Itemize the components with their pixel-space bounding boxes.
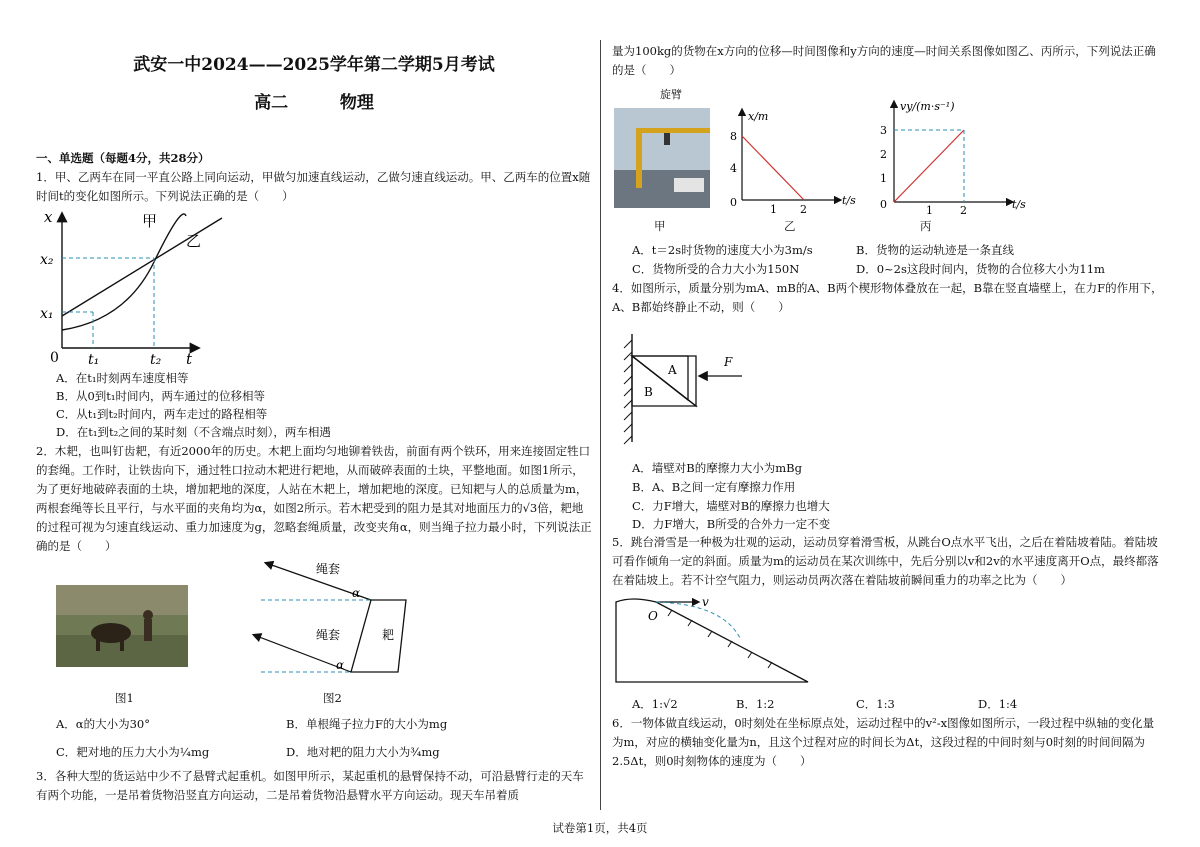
q3-option-d: D．0~2s这段时间内，货物的合位移大小为11m: [856, 262, 1105, 276]
q5-option-d: D．1:4: [978, 697, 1018, 711]
page-footer: 试卷第1页，共4页: [552, 821, 648, 835]
column-divider: [600, 40, 601, 810]
bing-y-axis: vy/(m·s⁻¹): [900, 100, 955, 113]
q4-option-c: C．力F增大，墙壁对B的摩擦力也增大: [632, 499, 830, 513]
bing-ytick-2: 2: [880, 148, 887, 161]
rope-bottom-label: 绳套: [316, 628, 341, 642]
force-f-label: F: [724, 355, 733, 369]
rope-top-label: 绳套: [316, 562, 341, 576]
grade-label: 高二: [254, 93, 289, 113]
origin-label: 0: [50, 350, 59, 366]
t2-label: t₂: [150, 352, 162, 368]
ski-jump-slope-diagram: [612, 590, 812, 686]
q3-xt-graph: [724, 104, 864, 214]
q3-option-c: C．货物所受的合力大小为150N: [632, 262, 800, 276]
crane-photo: [614, 108, 710, 208]
block-b-label: B: [644, 385, 653, 399]
yi-y-axis: x/m: [748, 110, 769, 123]
yi-ytick-4: 4: [730, 162, 737, 175]
q4-option-b: B．A、B之间一定有摩擦力作用: [632, 480, 796, 494]
q3-caption-jia: 甲: [654, 219, 666, 233]
q3-option-b: B．货物的运动轨迹是一条直线: [856, 243, 1014, 257]
q6-stem: 6．一物体做直线运动，0时刻处在坐标原点处，运动过程中的v²-x图像如图所示，一段过程中纵轴的变化量为m，对应的横轴变化量为n，且这个过程对应的时间长为Δt，这段过程的中间时刻与0时刻的时间间隔为2.5Δt，则0时刻物体的速度为（ ）: [612, 716, 1155, 768]
exam-subtitle: [36, 88, 592, 113]
yi-ytick-0: 0: [730, 196, 737, 209]
q1-option-d: D．在t₁到t₂之间的某时刻（不含端点时刻），两车相遇: [56, 425, 331, 439]
curve-jia: [62, 214, 186, 330]
jia-label: 甲: [142, 212, 158, 230]
yi-ytick-8: 8: [730, 130, 737, 143]
q4-option-d: D．力F增大，B所受的合外力一定不变: [632, 517, 831, 531]
subject-label: 物理: [339, 93, 374, 113]
bing-ytick-0: 0: [880, 198, 887, 211]
q2-option-d: D．地对耙的阻力大小为¾mg: [286, 745, 440, 759]
q5-stem: 5．跳台滑雪是一种极为壮观的运动，运动员穿着滑雪板，从跳台O点水平飞出，之后在着陆坡着陆。着陆坡可看作倾角一定的斜面。质量为m的运动员在某次训练中，先后分别以v和2v的水平速度离开O点，最终都落在着陆坡上。若不计空气阻力，则运动员两次落在着陆坡前瞬间重力的功率之比为（ ）: [612, 535, 1159, 587]
q3-vt-graph: [872, 98, 1032, 214]
fig2-caption: 图2: [323, 691, 342, 705]
section-heading: 一、单选题（每题4分，共28分）: [36, 151, 210, 165]
t1-label: t₁: [88, 352, 100, 368]
rake-label: 耙: [382, 628, 395, 642]
velocity-label: v: [702, 595, 709, 609]
q3-stem-left: 3．各种大型的货运站中少不了悬臂式起重机。如图甲所示，某起重机的悬臂保持不动，可沿悬臂行走的天车有两个功能，一是吊着货物沿竖直方向运动，二是吊着货物沿悬臂水平方向运动。现天车吊着质: [36, 769, 584, 802]
q5-option-b: B．1:2: [736, 697, 775, 711]
yi-xtick-2: 2: [800, 203, 807, 214]
bing-xtick-2: 2: [960, 204, 967, 214]
point-o-label: O: [648, 609, 658, 623]
q1-stem: 1．甲、乙两车在同一平直公路上同向运动，甲做匀加速直线运动，乙做匀速直线运动。甲、乙两车的位置x随时间t的变化如图所示。下列说法正确的是（ ）: [36, 170, 591, 203]
q3-caption-yi: 乙: [784, 219, 796, 233]
y-axis-label: x: [44, 208, 53, 226]
block-a-label: A: [668, 363, 677, 377]
q5-option-c: C．1:3: [856, 697, 895, 711]
bing-ytick-3: 3: [880, 124, 887, 137]
angle-top: α: [352, 586, 361, 600]
yi-xtick-1: 1: [770, 203, 777, 214]
q2-stem: 2．木耙，也叫钉齿耙，有近2000年的历史。木耙上面均匀地铆着铁齿，前面有两个铁环，用来连接固定牲口的套绳。工作时，让铁齿向下，通过牲口拉动木耙进行耙地，从而破碎表面的土块，平整地面。如图1所示，为了更好地破碎表面的土块，增加耙地的深度，人站在木耙上，增加耙地的深度。已知耙与人的总质量为m，两根套绳等长且平行，与水平面的夹角均为α，如图2所示。若木耙受到的阻力是其对地面压力的√3倍，耙地的过程可视为匀速直线运动、重力加速度为g，忽略套绳质量，改变夹角α，则当绳子拉力最小时，下列说法正确的是（ ）: [36, 444, 592, 553]
q2-option-b: B．单根绳子拉力F的大小为mg: [286, 717, 448, 731]
q1-xt-graph: [36, 208, 246, 368]
bing-x-axis: t/s: [1012, 198, 1026, 211]
q4-stem: 4．如图所示，质量分别为mA、mB的A、B两个楔形物体叠放在一起，B靠在竖直墙壁上，在力F的作用下，A、B都始终静止不动，则（ ）: [612, 281, 1163, 314]
q1-option-c: C．从t₁到t₂时间内，两车走过的路程相等: [56, 407, 268, 421]
q2-option-c: C．耙对地的压力大小为¼mg: [56, 745, 210, 759]
wedge-wall-diagram: [616, 330, 756, 446]
rake-force-diagram: [246, 555, 426, 685]
q3-stem-right: 量为100kg的货物在x方向的位移—时间图像和y方向的速度—时间关系图像如图乙、丙所示，下列说法正确的是（ ）: [612, 44, 1156, 77]
q1-option-b: B．从0到t₁时间内，两车通过的位移相等: [56, 389, 265, 403]
q5-option-a: A．1:√2: [632, 697, 678, 711]
q3-option-a: A．t＝2s时货物的速度大小为3m/s: [632, 243, 813, 257]
yi-x-axis: t/s: [842, 194, 856, 207]
fig1-caption: 图1: [115, 691, 134, 705]
bing-xtick-1: 1: [926, 204, 933, 214]
q2-option-a: A．α的大小为30°: [56, 717, 150, 731]
angle-bottom: α: [336, 658, 345, 672]
x1-label: x₁: [40, 306, 54, 322]
ox-ploughing-photo: [56, 585, 188, 667]
q3-caption-bing: 丙: [920, 219, 932, 233]
x2-label: x₂: [40, 252, 54, 268]
q4-option-a: A．墙壁对B的摩擦力大小为mBg: [632, 461, 802, 475]
yi-label: 乙: [186, 232, 202, 250]
bing-ytick-1: 1: [880, 172, 887, 185]
x-axis-label: t: [186, 350, 193, 368]
crane-arm-label: 旋臂: [660, 88, 682, 101]
q1-option-a: A．在t₁时刻两车速度相等: [56, 371, 189, 385]
exam-title: 武安一中2024——2025学年第二学期5月考试: [133, 55, 495, 75]
